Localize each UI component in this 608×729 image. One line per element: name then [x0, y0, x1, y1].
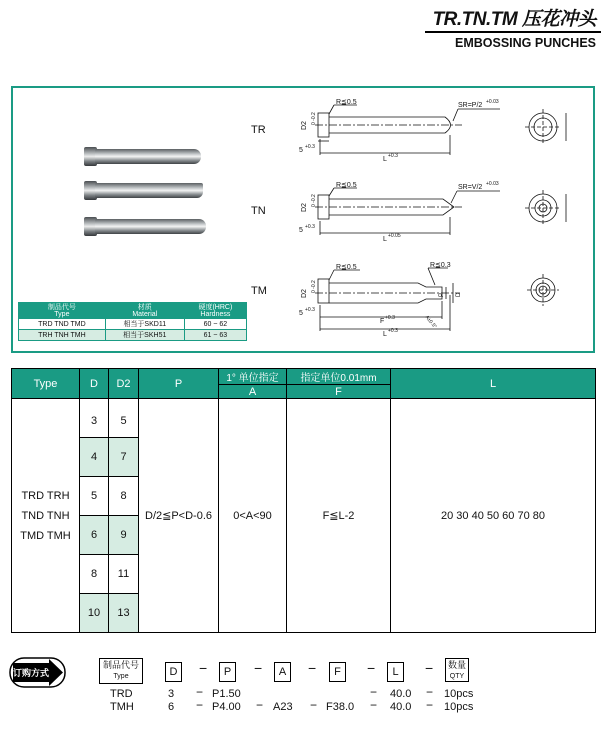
example2-d: 6	[168, 701, 175, 713]
f-value: F≦L-2	[287, 399, 391, 633]
mat-cell: 60 ~ 62	[184, 319, 246, 330]
tm-f-tol: +0.3	[385, 315, 395, 321]
order-qty-box: 数量 QTY	[445, 658, 469, 682]
page-title: TR.TN.TM 压花冲头	[432, 9, 596, 30]
example2-a: A23	[273, 701, 293, 713]
tm-p: P	[439, 292, 445, 297]
d2-cell: 7	[109, 438, 139, 477]
a-value: 0<A<90	[219, 399, 287, 633]
tn-sr-note: SR=V/2	[458, 184, 483, 191]
mat-cell: 相当于SKH51	[105, 330, 184, 341]
endview-tn	[525, 190, 566, 226]
label-tn: TN	[251, 205, 266, 217]
tm-angle: A±0.5°	[423, 314, 438, 330]
example2-f: F38.0	[326, 701, 355, 713]
tm-head-tol: +0.3	[305, 307, 315, 313]
order-d-box: D	[165, 662, 182, 682]
spec-table	[11, 368, 596, 633]
tm-length: L	[383, 331, 387, 338]
header-a-unit: 1° 单位指定	[219, 369, 287, 385]
example2-l: 40.0	[390, 701, 412, 713]
header-p: P	[139, 369, 219, 399]
tn-head: 5	[299, 227, 303, 234]
mat-cell: 61 ~ 63	[184, 330, 246, 341]
d-cell: 10	[80, 594, 109, 633]
type-cell: TRD TRH TND TNH TMD TMH	[12, 399, 80, 633]
material-table	[18, 302, 247, 341]
mat-cell: TRH TNH TMH	[19, 330, 106, 341]
tr-head-tol: +0.3	[305, 144, 315, 150]
mat-cell: TRD TND TMD	[19, 319, 106, 330]
header-f: F	[287, 385, 391, 399]
tm-r-note: R≦0.5	[336, 264, 357, 271]
d-cell: 5	[80, 477, 109, 516]
d-cell: 4	[80, 438, 109, 477]
d2-cell: 5	[109, 405, 139, 438]
tr-sr-note: SR=P/2	[458, 102, 483, 109]
tm-d2: D2	[301, 289, 308, 298]
tm-head: 5	[299, 310, 303, 317]
tr-sr-tol: +0.03	[486, 99, 499, 105]
example2-qty: 10pcs	[444, 701, 474, 713]
header-l: L	[391, 369, 596, 399]
label-tr: TR	[251, 124, 266, 136]
tr-d2: D2	[301, 121, 308, 130]
example2-type: TMH	[110, 701, 134, 713]
example1-p: P1.50	[212, 688, 241, 700]
tr-length-tol: +0.3	[388, 153, 398, 159]
drawing-tr	[315, 105, 500, 155]
order-l-box: L	[387, 662, 404, 682]
mat-cell: 相当于SKD11	[105, 319, 184, 330]
tr-length: L	[383, 156, 387, 163]
tn-length-tol: +0.05	[388, 233, 401, 239]
tm-r2-note: R≦0.3	[430, 262, 451, 269]
mat-header-type: 制品代号 Type	[19, 303, 106, 319]
order-badge-label: 订购方式	[13, 668, 50, 678]
drawing-tm	[315, 268, 460, 331]
order-f-box: F	[329, 662, 346, 682]
example1-type: TRD	[110, 688, 133, 700]
tn-d2-tol: 0 -0.2	[311, 194, 317, 207]
d-cell: 6	[80, 516, 109, 555]
d2-cell: 11	[109, 555, 139, 594]
d2-cell: 9	[109, 516, 139, 555]
example1-qty: 10pcs	[444, 688, 474, 700]
tn-r-note: R≦0.5	[336, 182, 357, 189]
example1-l: 40.0	[390, 688, 412, 700]
tm-f: F	[380, 318, 385, 325]
endview-tm	[527, 274, 559, 306]
tn-sr-tol: +0.03	[486, 181, 499, 187]
d2-cell: 8	[109, 477, 139, 516]
tm-length-tol: +0.3	[388, 328, 398, 334]
header-d2: D2	[109, 369, 139, 399]
d-cell: 3	[80, 405, 109, 438]
order-p-box: P	[219, 662, 236, 682]
tn-d2: D2	[301, 203, 308, 212]
title-rule	[425, 31, 601, 33]
tr-d2-tol: 0 -0.2	[311, 112, 317, 125]
mat-header-hardness: 硬度(HRC) Hardness	[184, 303, 246, 319]
header-a: A	[219, 385, 287, 399]
order-badge	[9, 657, 66, 688]
endview-tr	[525, 109, 566, 145]
header-f-unit: 指定单位0.01mm	[287, 369, 391, 385]
tr-head: 5	[299, 147, 303, 154]
l-value: 20 30 40 50 60 70 80	[391, 399, 596, 633]
d2-cell: 13	[109, 594, 139, 633]
mat-header-material: 材质 Material	[105, 303, 184, 319]
order-type-box: 制品代号 Type	[99, 658, 143, 684]
tn-length: L	[383, 236, 387, 243]
page-subtitle: EMBOSSING PUNCHES	[455, 36, 596, 50]
tr-r-note: R≦0.5	[336, 99, 357, 106]
tn-head-tol: +0.3	[305, 224, 315, 230]
d-cell: 8	[80, 555, 109, 594]
p-value: D/2≦P<D-0.6	[139, 399, 219, 633]
drawing-tn	[315, 188, 500, 235]
example1-d: 3	[168, 688, 175, 700]
technical-drawing	[290, 95, 590, 350]
header-type: Type	[12, 369, 80, 399]
tm-d: D	[456, 292, 462, 297]
header-d: D	[80, 369, 109, 399]
order-a-box: A	[274, 662, 291, 682]
example2-p: P4.00	[212, 701, 241, 713]
label-tm: TM	[251, 285, 267, 297]
tm-d2-tol: 0 -0.2	[311, 280, 317, 293]
